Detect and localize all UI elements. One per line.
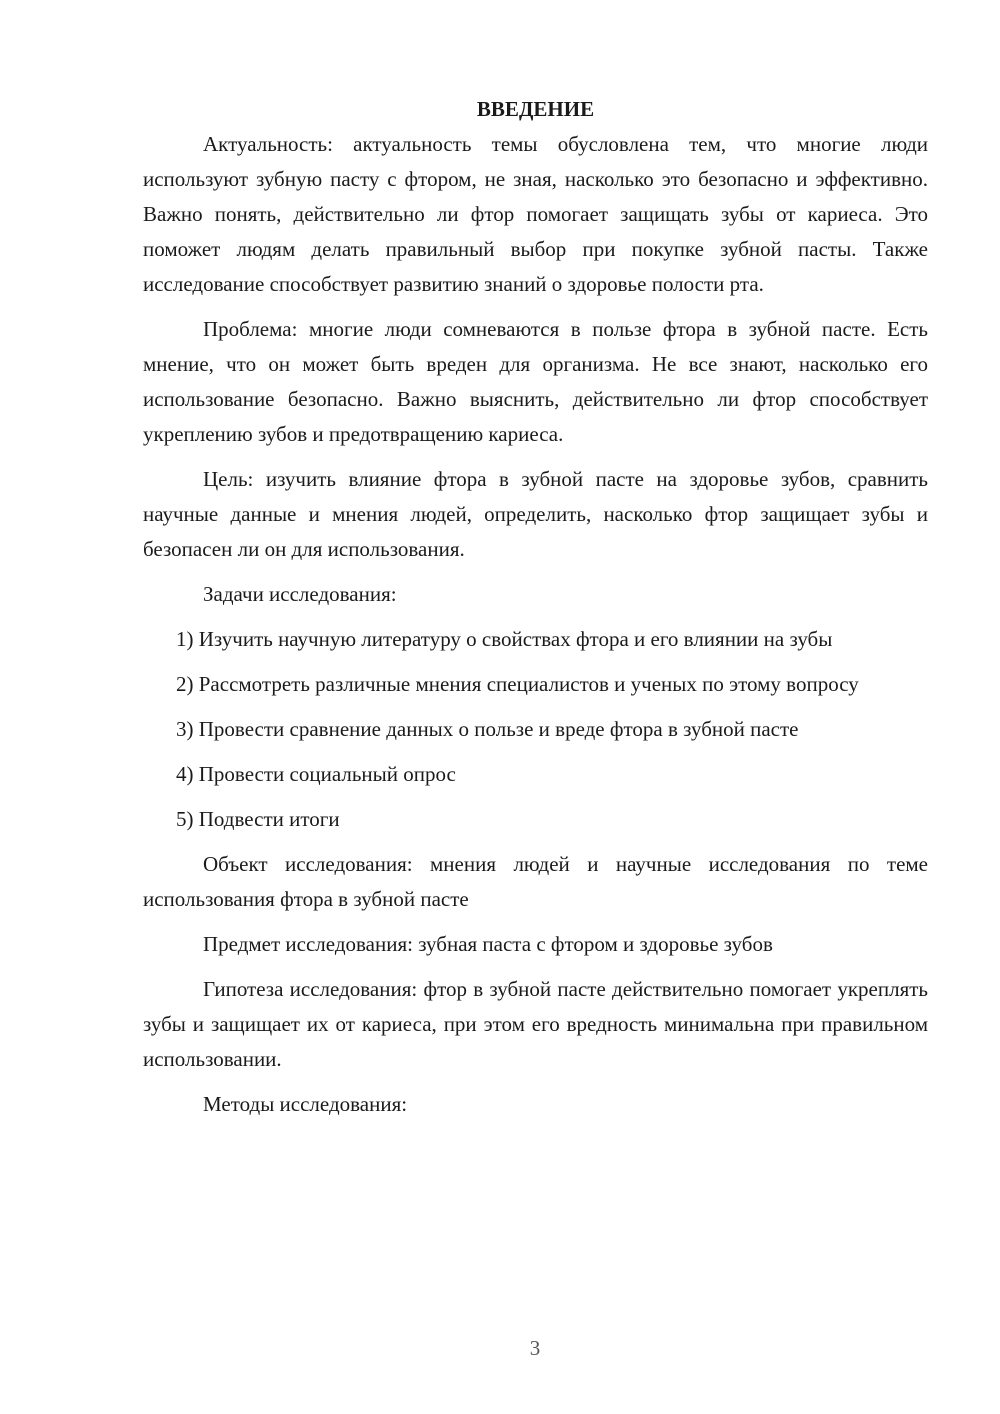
methods-heading: Методы исследования: xyxy=(203,1092,408,1116)
list-item: 2) Рассмотреть различные мнения специалистов и ученых по этому вопросу xyxy=(176,672,859,696)
paragraph-goal: Цель: изучить влияние фтора в зубной пасте на здоровье зубов, сравнить научные данные и мнения людей, определить, насколько фтор защищает зубы и безопасен ли он для использования. xyxy=(143,467,928,561)
list-item: 1) Изучить научную литературу о свойствах фтора и его влиянии на зубы xyxy=(176,627,833,651)
tasks-list xyxy=(143,622,928,837)
paragraph-subject: Предмет исследования: зубная паста с фтором и здоровье зубов xyxy=(203,932,773,956)
tasks-heading: Задачи исследования: xyxy=(203,582,397,606)
paragraph-object: Объект исследования: мнения людей и научные исследования по теме использования фтора в зубной пасте xyxy=(143,852,928,911)
page-body xyxy=(143,92,928,1132)
list-item: 5) Подвести итоги xyxy=(176,807,340,831)
paragraph-problem: Проблема: многие люди сомневаются в пользе фтора в зубной пасте. Есть мнение, что он может быть вреден для организма. Не все знают, насколько его использование безопасно. Важно выяснить, действительно ли фтор способствует укреплению зубов и предотвращению кариеса. xyxy=(143,317,928,446)
paragraph-hypothesis: Гипотеза исследования: фтор в зубной пасте действительно помогает укреплять зубы и защищает их от кариеса, при этом его вредность минимальна при правильном использовании. xyxy=(143,977,928,1071)
list-item: 3) Провести сравнение данных о пользе и вреде фтора в зубной пасте xyxy=(176,717,799,741)
list-item: 4) Провести социальный опрос xyxy=(176,762,456,786)
page-number: 3 xyxy=(529,1336,541,1360)
page-title: ВВЕДЕНИЕ xyxy=(476,97,595,121)
paragraph-relevance: Актуальность: актуальность темы обусловлена тем, что многие люди используют зубную пасту с фтором, не зная, насколько это безопасно и эффективно. Важно понять, действительно ли фтор помогает защищать зубы от кариеса. Это поможет людям делать правильный выбор при покупке зубной пасты. Также исследование способствует развитию знаний о здоровье полости рта. xyxy=(143,132,928,296)
